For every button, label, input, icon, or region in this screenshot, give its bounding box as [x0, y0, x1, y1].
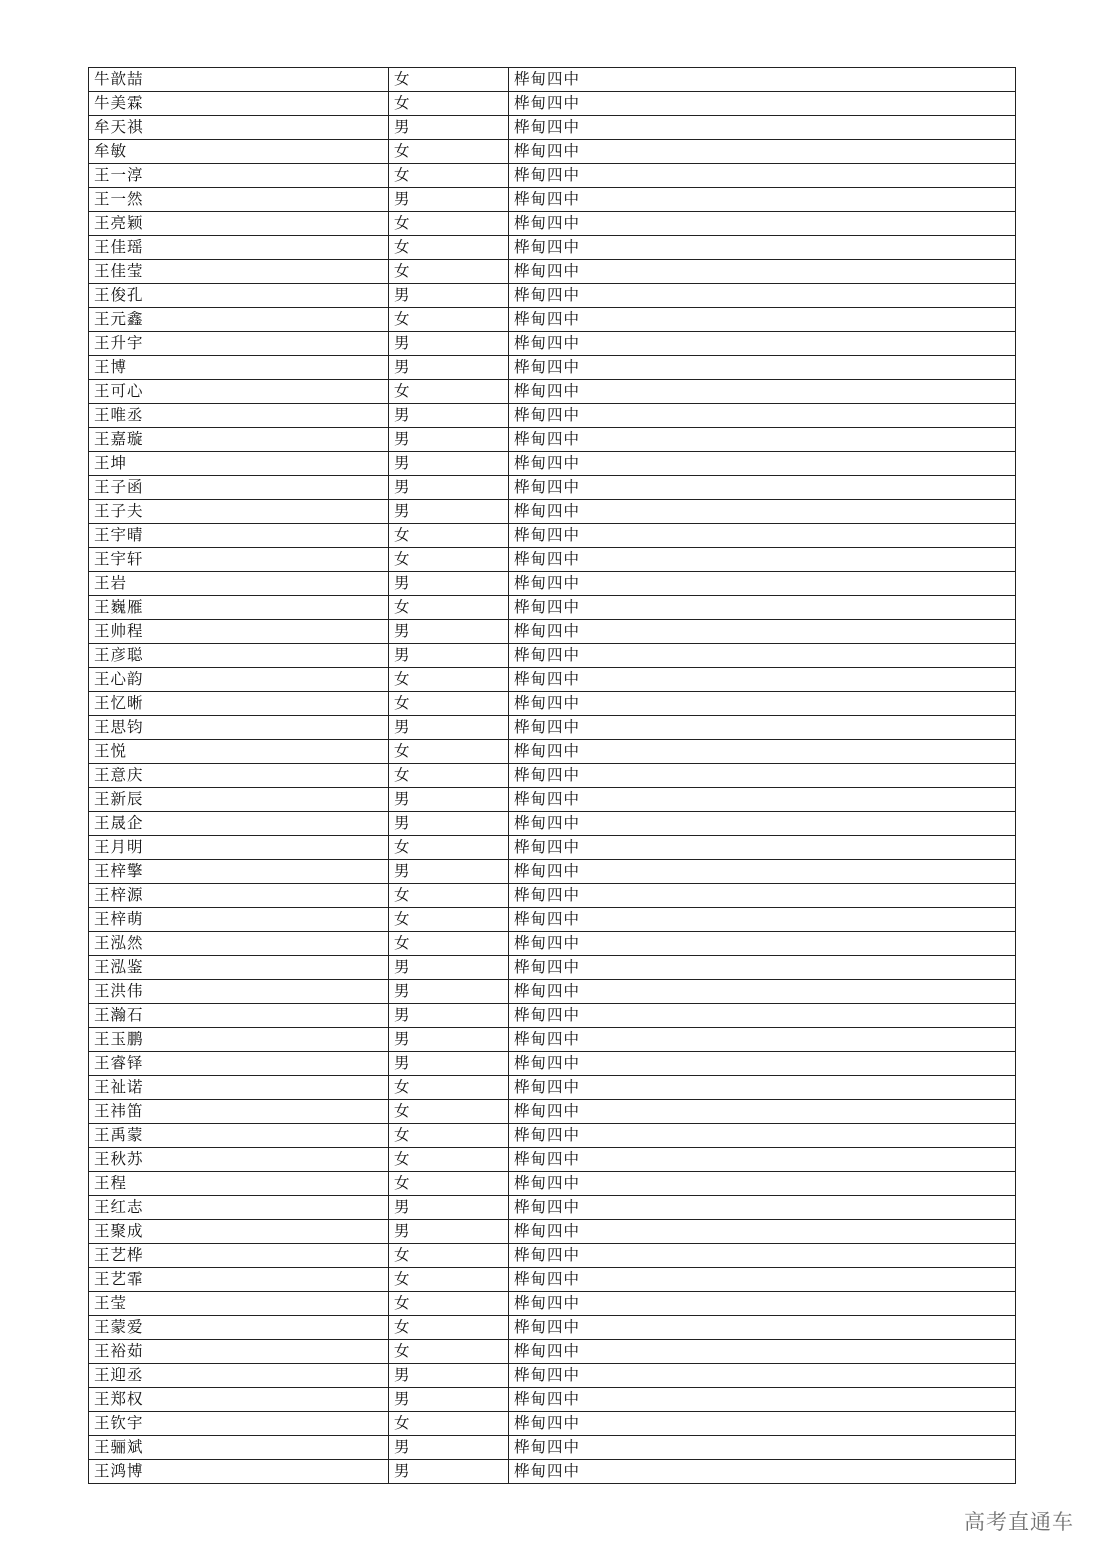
table-row	[89, 1340, 1016, 1364]
school-cell: 桦甸四中	[509, 644, 1016, 668]
gender-cell: 男	[389, 404, 509, 428]
table-row	[89, 1172, 1016, 1196]
gender-cell: 女	[389, 260, 509, 284]
student-name-cell: 王蒙爱	[89, 1316, 389, 1340]
table-row	[89, 1412, 1016, 1436]
table-row	[89, 116, 1016, 140]
gender-cell: 女	[389, 68, 509, 92]
school-cell: 桦甸四中	[509, 1340, 1016, 1364]
table-row	[89, 284, 1016, 308]
gender-cell: 男	[389, 572, 509, 596]
gender-cell: 女	[389, 932, 509, 956]
student-name-cell: 王艺桦	[89, 1244, 389, 1268]
table-row	[89, 932, 1016, 956]
table-row	[89, 1388, 1016, 1412]
school-cell: 桦甸四中	[509, 428, 1016, 452]
school-cell: 桦甸四中	[509, 188, 1016, 212]
student-name-cell: 王洪伟	[89, 980, 389, 1004]
student-name-cell: 王玉鹏	[89, 1028, 389, 1052]
student-name-cell: 王泓然	[89, 932, 389, 956]
student-roster-table	[88, 67, 1016, 1484]
gender-cell: 男	[389, 428, 509, 452]
school-cell: 桦甸四中	[509, 236, 1016, 260]
table-row	[89, 1268, 1016, 1292]
student-name-cell: 王亮颖	[89, 212, 389, 236]
table-row	[89, 308, 1016, 332]
school-cell: 桦甸四中	[509, 860, 1016, 884]
gender-cell: 男	[389, 188, 509, 212]
student-name-cell: 王思钧	[89, 716, 389, 740]
gender-cell: 女	[389, 740, 509, 764]
school-cell: 桦甸四中	[509, 1028, 1016, 1052]
student-name-cell: 牟敏	[89, 140, 389, 164]
student-name-cell: 王瀚石	[89, 1004, 389, 1028]
student-name-cell: 牛美霖	[89, 92, 389, 116]
student-name-cell: 王心韵	[89, 668, 389, 692]
school-cell: 桦甸四中	[509, 308, 1016, 332]
school-cell: 桦甸四中	[509, 932, 1016, 956]
school-cell: 桦甸四中	[509, 1076, 1016, 1100]
gender-cell: 女	[389, 380, 509, 404]
gender-cell: 男	[389, 1028, 509, 1052]
gender-cell: 男	[389, 356, 509, 380]
gender-cell: 女	[389, 1292, 509, 1316]
table-row	[89, 572, 1016, 596]
student-name-cell: 王泓鉴	[89, 956, 389, 980]
gender-cell: 男	[389, 1004, 509, 1028]
school-cell: 桦甸四中	[509, 1004, 1016, 1028]
table-row	[89, 644, 1016, 668]
student-name-cell: 王迎丞	[89, 1364, 389, 1388]
table-row	[89, 1028, 1016, 1052]
gender-cell: 男	[389, 1388, 509, 1412]
gender-cell: 男	[389, 860, 509, 884]
gender-cell: 女	[389, 908, 509, 932]
school-cell: 桦甸四中	[509, 620, 1016, 644]
school-cell: 桦甸四中	[509, 1364, 1016, 1388]
school-cell: 桦甸四中	[509, 764, 1016, 788]
school-cell: 桦甸四中	[509, 116, 1016, 140]
table-row	[89, 812, 1016, 836]
table-row	[89, 356, 1016, 380]
school-cell: 桦甸四中	[509, 1436, 1016, 1460]
table-row	[89, 980, 1016, 1004]
school-cell: 桦甸四中	[509, 596, 1016, 620]
gender-cell: 女	[389, 1124, 509, 1148]
gender-cell: 男	[389, 476, 509, 500]
school-cell: 桦甸四中	[509, 692, 1016, 716]
table-row	[89, 1100, 1016, 1124]
student-name-cell: 王巍雁	[89, 596, 389, 620]
table-row	[89, 1220, 1016, 1244]
student-name-cell: 王梓萌	[89, 908, 389, 932]
gender-cell: 女	[389, 668, 509, 692]
table-row	[89, 1364, 1016, 1388]
student-name-cell: 王升宇	[89, 332, 389, 356]
gender-cell: 男	[389, 116, 509, 140]
student-name-cell: 王梓擎	[89, 860, 389, 884]
student-name-cell: 王一淳	[89, 164, 389, 188]
table-row	[89, 1052, 1016, 1076]
gender-cell: 女	[389, 884, 509, 908]
student-name-cell: 王忆晰	[89, 692, 389, 716]
gender-cell: 男	[389, 788, 509, 812]
student-name-cell: 牛歆喆	[89, 68, 389, 92]
student-name-cell: 王晟企	[89, 812, 389, 836]
gender-cell: 男	[389, 500, 509, 524]
school-cell: 桦甸四中	[509, 1244, 1016, 1268]
student-name-cell: 王鸿博	[89, 1460, 389, 1484]
gender-cell: 男	[389, 1220, 509, 1244]
student-name-cell: 王莹	[89, 1292, 389, 1316]
student-name-cell: 王佳莹	[89, 260, 389, 284]
school-cell: 桦甸四中	[509, 476, 1016, 500]
school-cell: 桦甸四中	[509, 1412, 1016, 1436]
student-name-cell: 王骊斌	[89, 1436, 389, 1460]
gender-cell: 男	[389, 644, 509, 668]
student-name-cell: 王禹蒙	[89, 1124, 389, 1148]
school-cell: 桦甸四中	[509, 164, 1016, 188]
gender-cell: 男	[389, 1196, 509, 1220]
school-cell: 桦甸四中	[509, 500, 1016, 524]
school-cell: 桦甸四中	[509, 1316, 1016, 1340]
table-row	[89, 140, 1016, 164]
table-row	[89, 476, 1016, 500]
gender-cell: 女	[389, 212, 509, 236]
school-cell: 桦甸四中	[509, 524, 1016, 548]
student-name-cell: 王俊孔	[89, 284, 389, 308]
table-row	[89, 1196, 1016, 1220]
gender-cell: 女	[389, 836, 509, 860]
student-name-cell: 王佳瑶	[89, 236, 389, 260]
student-name-cell: 王可心	[89, 380, 389, 404]
school-cell: 桦甸四中	[509, 956, 1016, 980]
roster-body	[89, 68, 1016, 1484]
gender-cell: 男	[389, 284, 509, 308]
school-cell: 桦甸四中	[509, 716, 1016, 740]
student-name-cell: 王唯丞	[89, 404, 389, 428]
school-cell: 桦甸四中	[509, 452, 1016, 476]
school-cell: 桦甸四中	[509, 836, 1016, 860]
gender-cell: 女	[389, 308, 509, 332]
gender-cell: 男	[389, 332, 509, 356]
gender-cell: 女	[389, 1100, 509, 1124]
gender-cell: 男	[389, 812, 509, 836]
table-row	[89, 1316, 1016, 1340]
student-name-cell: 王裕茹	[89, 1340, 389, 1364]
gender-cell: 女	[389, 1340, 509, 1364]
student-name-cell: 王红志	[89, 1196, 389, 1220]
student-name-cell: 王嘉璇	[89, 428, 389, 452]
gender-cell: 女	[389, 764, 509, 788]
student-name-cell: 王聚成	[89, 1220, 389, 1244]
school-cell: 桦甸四中	[509, 140, 1016, 164]
table-row	[89, 668, 1016, 692]
student-name-cell: 王祎笛	[89, 1100, 389, 1124]
table-row	[89, 212, 1016, 236]
table-row	[89, 1004, 1016, 1028]
school-cell: 桦甸四中	[509, 572, 1016, 596]
gender-cell: 男	[389, 452, 509, 476]
student-name-cell: 王彦聪	[89, 644, 389, 668]
school-cell: 桦甸四中	[509, 740, 1016, 764]
gender-cell: 女	[389, 1172, 509, 1196]
gender-cell: 女	[389, 164, 509, 188]
table-row	[89, 164, 1016, 188]
school-cell: 桦甸四中	[509, 332, 1016, 356]
gender-cell: 男	[389, 716, 509, 740]
table-row	[89, 620, 1016, 644]
school-cell: 桦甸四中	[509, 1052, 1016, 1076]
school-cell: 桦甸四中	[509, 1148, 1016, 1172]
student-name-cell: 王宇晴	[89, 524, 389, 548]
table-row	[89, 1148, 1016, 1172]
gender-cell: 女	[389, 596, 509, 620]
school-cell: 桦甸四中	[509, 548, 1016, 572]
table-row	[89, 524, 1016, 548]
table-row	[89, 452, 1016, 476]
student-name-cell: 王新辰	[89, 788, 389, 812]
student-name-cell: 王月明	[89, 836, 389, 860]
gender-cell: 女	[389, 692, 509, 716]
gender-cell: 男	[389, 1364, 509, 1388]
gender-cell: 女	[389, 236, 509, 260]
table-row	[89, 500, 1016, 524]
school-cell: 桦甸四中	[509, 356, 1016, 380]
table-row	[89, 764, 1016, 788]
table-row	[89, 188, 1016, 212]
gender-cell: 女	[389, 1148, 509, 1172]
table-row	[89, 68, 1016, 92]
table-row	[89, 836, 1016, 860]
table-row	[89, 860, 1016, 884]
gender-cell: 男	[389, 956, 509, 980]
table-row	[89, 260, 1016, 284]
student-name-cell: 王艺霏	[89, 1268, 389, 1292]
table-row	[89, 1124, 1016, 1148]
school-cell: 桦甸四中	[509, 1388, 1016, 1412]
school-cell: 桦甸四中	[509, 884, 1016, 908]
school-cell: 桦甸四中	[509, 92, 1016, 116]
school-cell: 桦甸四中	[509, 788, 1016, 812]
table-row	[89, 956, 1016, 980]
school-cell: 桦甸四中	[509, 980, 1016, 1004]
gender-cell: 女	[389, 92, 509, 116]
school-cell: 桦甸四中	[509, 908, 1016, 932]
table-row	[89, 1436, 1016, 1460]
table-row	[89, 428, 1016, 452]
school-cell: 桦甸四中	[509, 1292, 1016, 1316]
school-cell: 桦甸四中	[509, 1268, 1016, 1292]
student-name-cell: 王坤	[89, 452, 389, 476]
school-cell: 桦甸四中	[509, 812, 1016, 836]
student-name-cell: 王宇轩	[89, 548, 389, 572]
gender-cell: 男	[389, 620, 509, 644]
student-name-cell: 王程	[89, 1172, 389, 1196]
school-cell: 桦甸四中	[509, 212, 1016, 236]
school-cell: 桦甸四中	[509, 1100, 1016, 1124]
gender-cell: 女	[389, 1244, 509, 1268]
student-name-cell: 王祉诺	[89, 1076, 389, 1100]
student-name-cell: 王郑权	[89, 1388, 389, 1412]
student-name-cell: 王梓源	[89, 884, 389, 908]
gender-cell: 女	[389, 140, 509, 164]
school-cell: 桦甸四中	[509, 260, 1016, 284]
student-name-cell: 王子函	[89, 476, 389, 500]
table-row	[89, 692, 1016, 716]
school-cell: 桦甸四中	[509, 404, 1016, 428]
table-row	[89, 1460, 1016, 1484]
table-row	[89, 884, 1016, 908]
table-row	[89, 716, 1016, 740]
school-cell: 桦甸四中	[509, 1220, 1016, 1244]
table-row	[89, 1292, 1016, 1316]
table-row	[89, 92, 1016, 116]
school-cell: 桦甸四中	[509, 1172, 1016, 1196]
gender-cell: 女	[389, 1412, 509, 1436]
table-row	[89, 908, 1016, 932]
gender-cell: 男	[389, 1460, 509, 1484]
student-name-cell: 王子夫	[89, 500, 389, 524]
student-name-cell: 王睿铎	[89, 1052, 389, 1076]
student-name-cell: 王博	[89, 356, 389, 380]
gender-cell: 男	[389, 1052, 509, 1076]
table-row	[89, 1244, 1016, 1268]
table-row	[89, 740, 1016, 764]
table-row	[89, 404, 1016, 428]
table-row	[89, 548, 1016, 572]
school-cell: 桦甸四中	[509, 1196, 1016, 1220]
gender-cell: 女	[389, 1076, 509, 1100]
gender-cell: 女	[389, 1316, 509, 1340]
student-name-cell: 王元鑫	[89, 308, 389, 332]
gender-cell: 男	[389, 1436, 509, 1460]
table-row	[89, 788, 1016, 812]
student-name-cell: 王钦宇	[89, 1412, 389, 1436]
table-row	[89, 1076, 1016, 1100]
watermark-text: 高考直通车	[964, 1510, 1074, 1534]
student-name-cell: 王帅程	[89, 620, 389, 644]
school-cell: 桦甸四中	[509, 1460, 1016, 1484]
school-cell: 桦甸四中	[509, 68, 1016, 92]
table-row	[89, 596, 1016, 620]
table-row	[89, 332, 1016, 356]
school-cell: 桦甸四中	[509, 284, 1016, 308]
student-name-cell: 王悦	[89, 740, 389, 764]
gender-cell: 男	[389, 980, 509, 1004]
gender-cell: 女	[389, 548, 509, 572]
student-name-cell: 王意庆	[89, 764, 389, 788]
student-name-cell: 王一然	[89, 188, 389, 212]
gender-cell: 女	[389, 524, 509, 548]
school-cell: 桦甸四中	[509, 1124, 1016, 1148]
student-name-cell: 王秋苏	[89, 1148, 389, 1172]
table-row	[89, 380, 1016, 404]
gender-cell: 女	[389, 1268, 509, 1292]
student-name-cell: 王岩	[89, 572, 389, 596]
school-cell: 桦甸四中	[509, 380, 1016, 404]
student-name-cell: 牟天祺	[89, 116, 389, 140]
table-row	[89, 236, 1016, 260]
school-cell: 桦甸四中	[509, 668, 1016, 692]
